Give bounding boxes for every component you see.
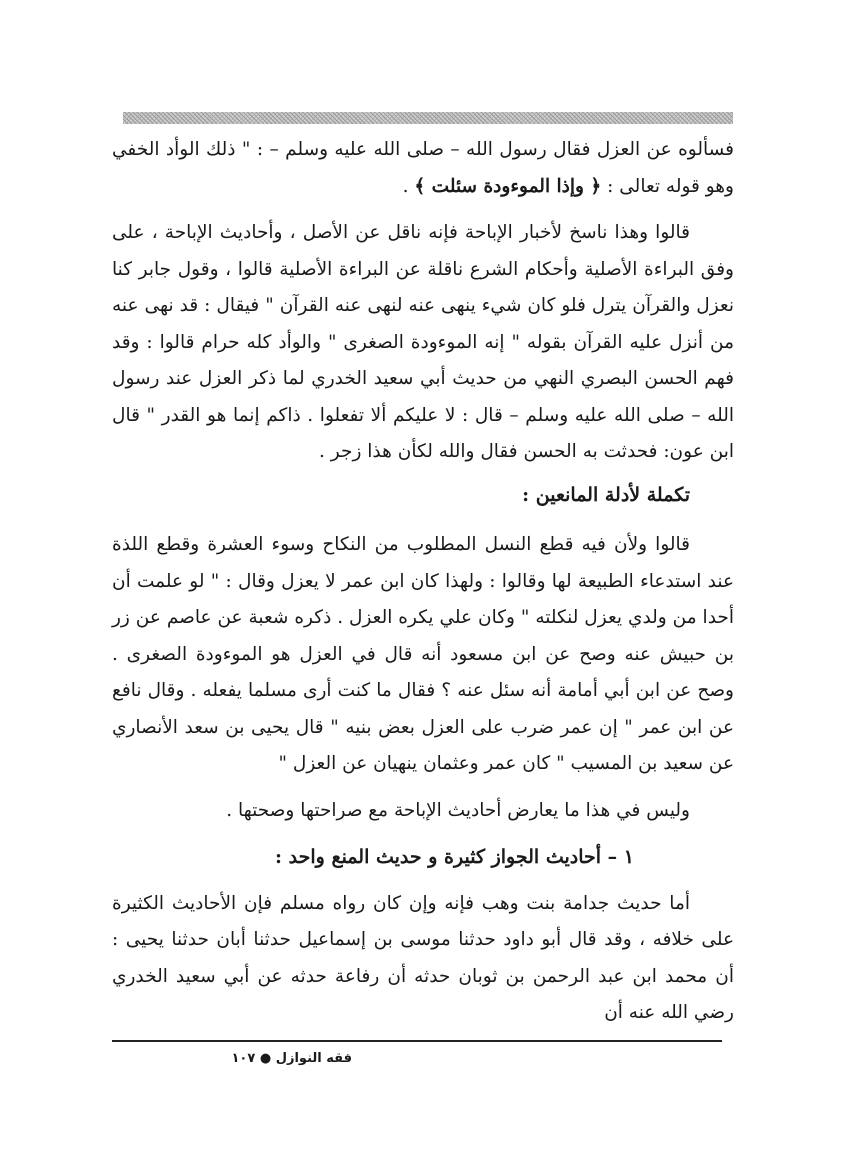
section-heading-2: ١ – أحاديث الجواز كثيرة و حديث المنع واحد : bbox=[275, 846, 634, 868]
paragraph-1 bbox=[112, 132, 734, 205]
section-heading-1: تكملة لأدلة المانعين : bbox=[522, 483, 690, 506]
paragraph-3: قالوا ولأن فيه قطع النسل المطلوب من النكاح وسوء العشرة وقطع اللذة عند استدعاء الطبيعة لها وقالوا : ولهذا كان ابن عمر لا يعزل وقال : " لو علمت أن أحدا من ولدي يعزل لنكلته " وكان علي يكره العزل . ذكره شعبة عن عاصم عن زر بن حبيش عنه وصح عن ابن مسعود أنه قال في العزل هو الموءودة الصغرى . وصح عن ابن أبي أمامة أنه سئل عنه ؟ فقال ما كنت أرى مسلما يفعله . وقال نافع عن ابن عمر " إن عمر ضرب على العزل بعض بنيه " قال يحيى بن سعد الأنصاري عن سعيد بن المسيب " كان عمر وعثمان ينهيان عن العزل " bbox=[112, 534, 734, 774]
quran-verse: ﴿ وإذا الموءودة سئلت ﴾ bbox=[414, 175, 602, 197]
paragraph-1-end: . bbox=[402, 175, 415, 197]
paragraph-5: أما حديث جدامة بنت وهب فإنه وإن كان رواه مسلم فإن الأحاديث الكثيرة على خلافه ، وقد قال أبو داود حدثنا موسى بن إسماعيل حدثنا أبان حدثنا يحيى : أن محمد ابن عبد الرحمن بن ثوبان حدثه أن رفاعة حدثه عن أبي سعيد الخدري رضي الله عنه أن bbox=[112, 892, 734, 1023]
bullet-icon: ● bbox=[259, 1051, 272, 1066]
page-body bbox=[112, 132, 734, 1032]
page-number: ١٠٧ bbox=[231, 1051, 256, 1066]
paragraph-1-text: فسألوه عن العزل فقال رسول الله – صلى الله عليه وسلم – : " ذلك الوأد الخفي وهو قوله تعالى : bbox=[112, 139, 734, 197]
book-title: فقه النوازل bbox=[275, 1051, 352, 1066]
paragraph-2: قالوا وهذا ناسخ لأخبار الإباحة فإنه ناقل عن الأصل ، وأحاديث الإباحة ، على وفق البراءة الأصلية وأحكام الشرع ناقلة عن البراءة الأصلية قالوا ، وقول جابر كنا نعزل والقرآن يترل فلو كان شيء ينهى عنه لنهى عنه القرآن " فيقال : قد نهى عنه من أنزل عليه القرآن بقوله " إنه الموءودة الصغرى " والوأد كله حرام قالوا : وقد فهم الحسن البصري النهي من حديث أبي سعيد الخدري لما ذكر العزل عند رسول الله – صلى الله عليه وسلم – قال : لا عليكم ألا تفعلوا . ذاكم إنما هو القدر " قال ابن عون: فحدثت به الحسن فقال والله لكأن هذا زجر . bbox=[112, 222, 734, 462]
page-footer bbox=[112, 1051, 352, 1066]
header-decorative-bar bbox=[123, 112, 733, 124]
paragraph-4: وليس في هذا ما يعارض أحاديث الإباحة مع صراحتها وصحتها . bbox=[226, 799, 690, 821]
footer-rule bbox=[112, 1040, 722, 1042]
